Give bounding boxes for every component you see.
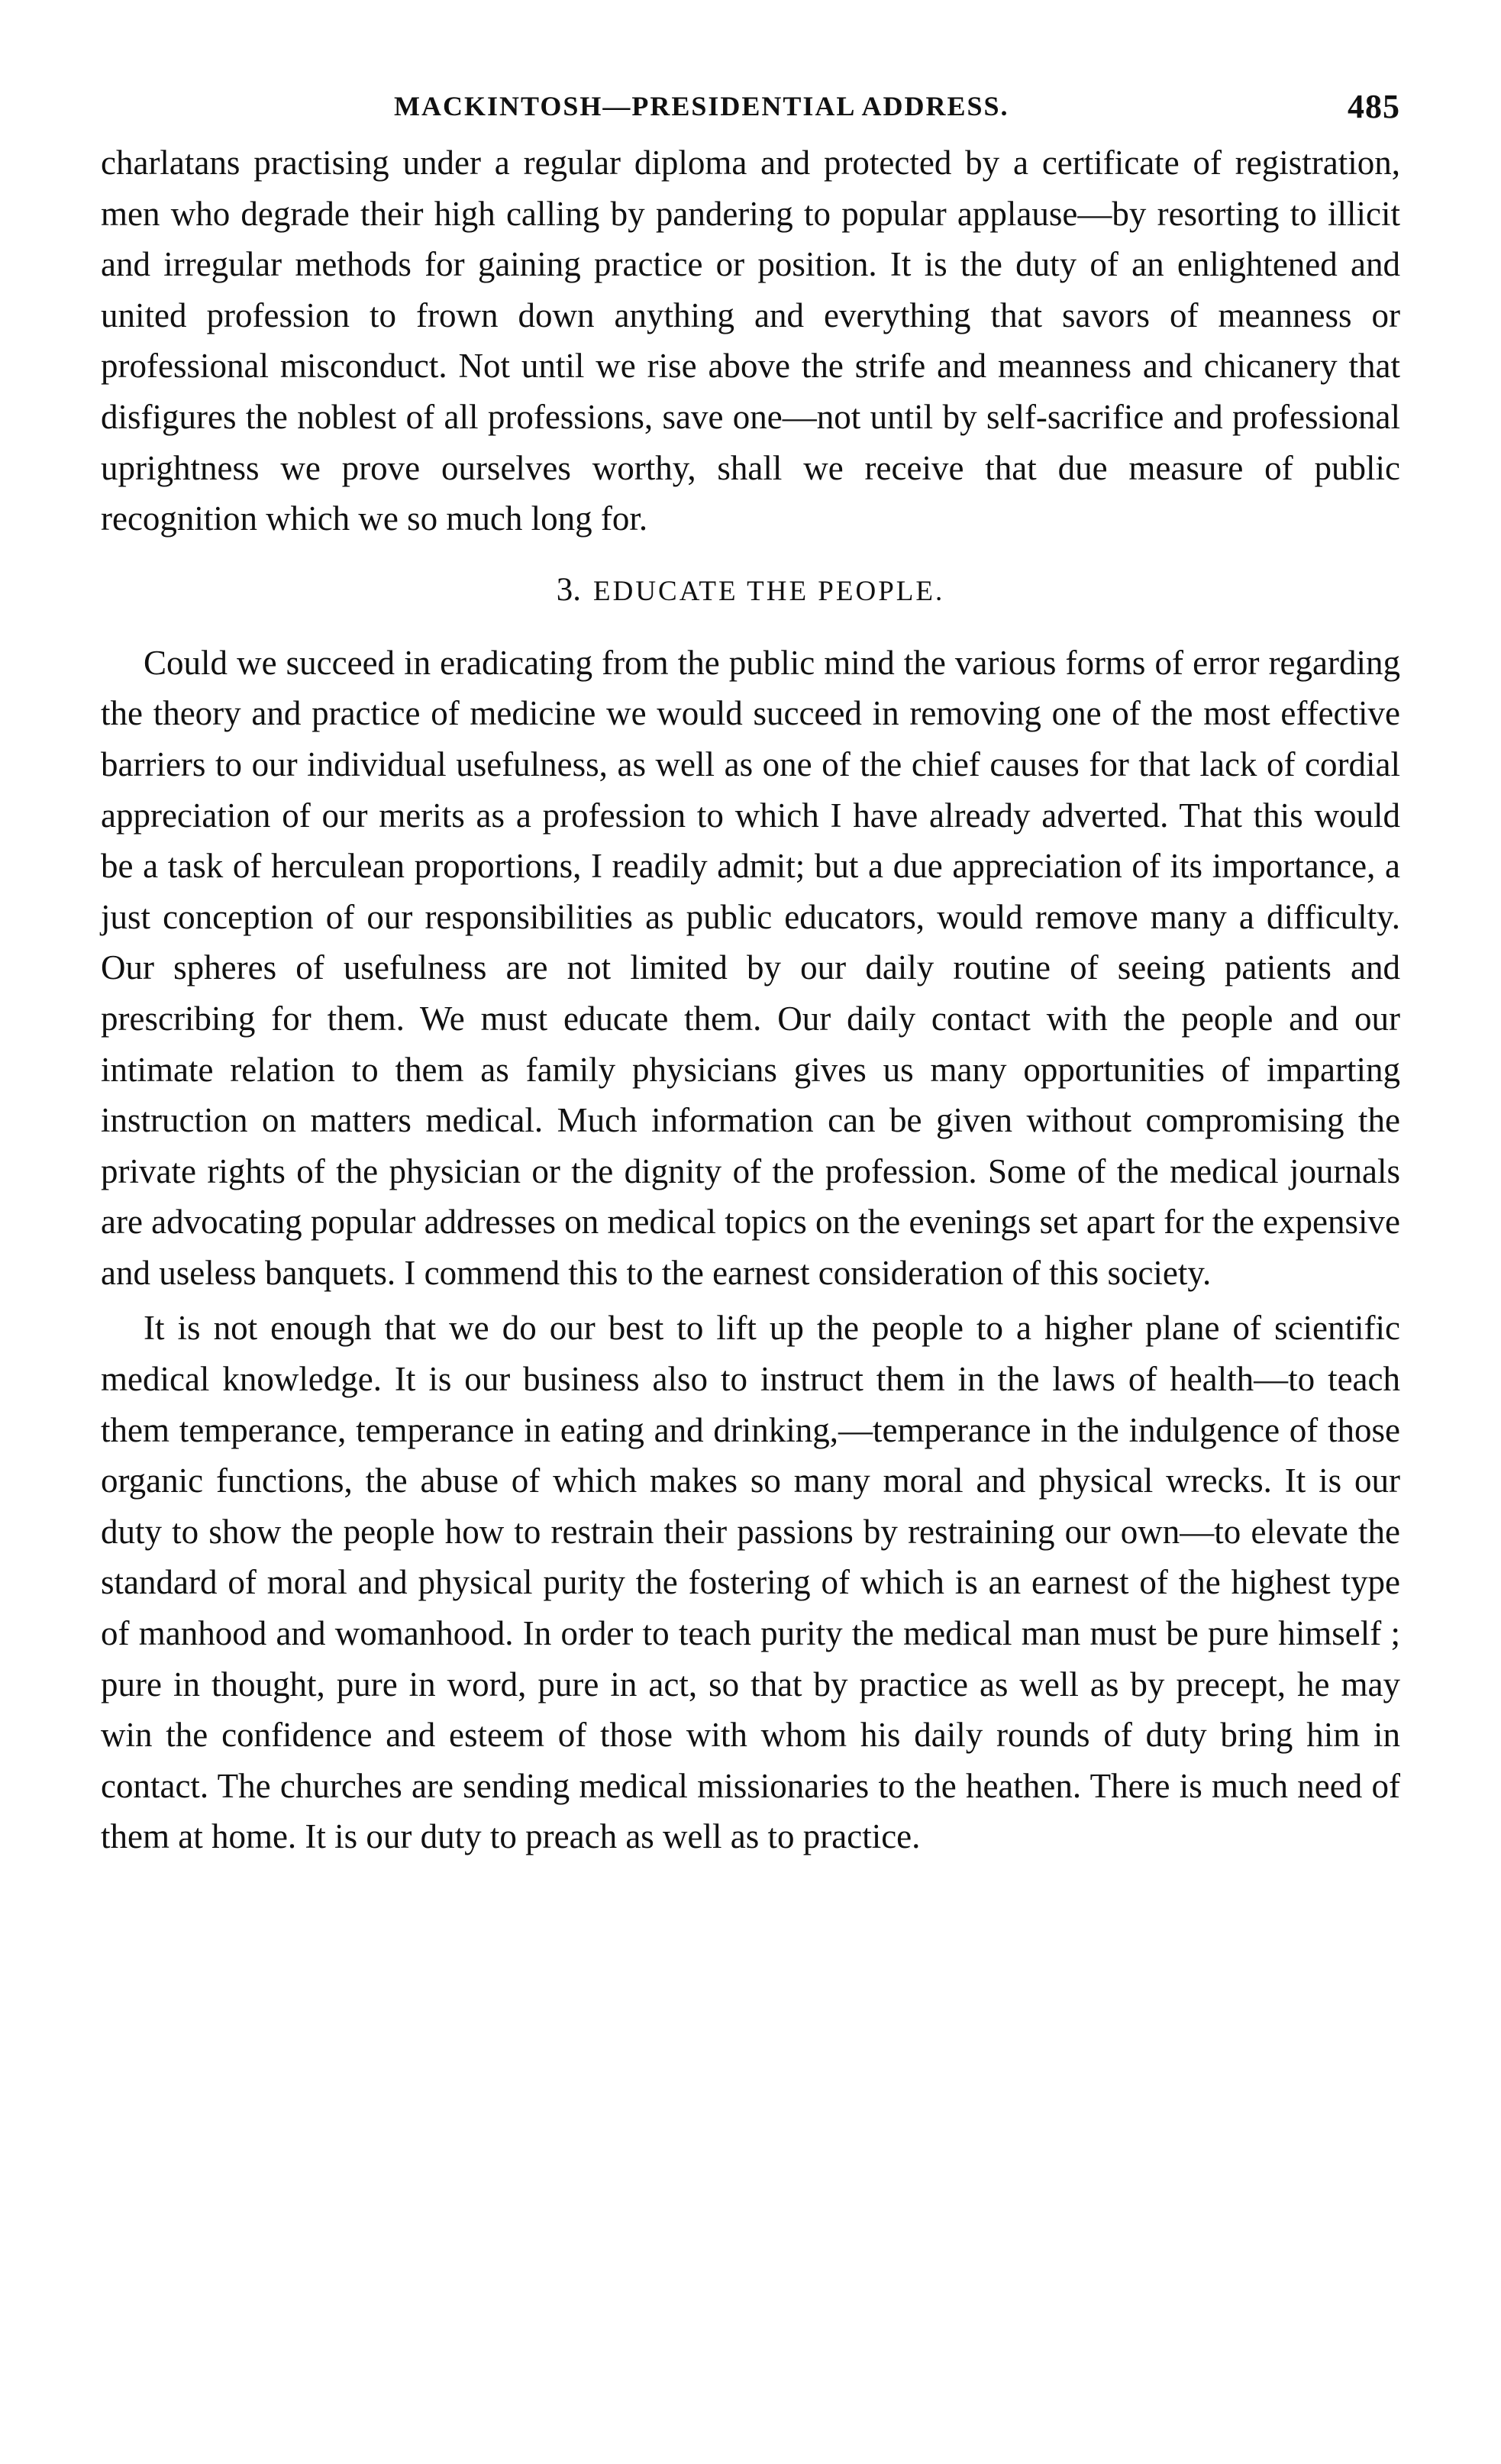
running-title: MACKINTOSH—PRESIDENTIAL ADDRESS. [394,91,1009,121]
section-title: EDUCATE THE PEOPLE. [593,575,945,607]
paragraph-laws-of-health: It is not enough that we do our best to lift up the people to a higher plane of scientific medical knowledge. It is our business also to instruct them in the laws of health—to teach them temperance, temperance in eating and drinking,—temperance in the indulgence of those organic functions, the abuse of which makes so many moral and physical wrecks. It is our duty to show the people how to restrain their passions by restraining our own—to elevate the standard of moral and physical purity the fostering of which is an earnest of the highest type of manhood and womanhood. In order to teach purity the medical man must be pure himself ; pure in thought, pure in word, pure in act, so that by practice as well as by precept, he may win the confidence and esteem of those with whom his daily rounds of duty bring him in contact. The churches are sending medical missionaries to the heathen. There is much need of them at home. It is our duty to preach as well as to practice. [101,1309,1400,1856]
section-heading [101,573,1400,609]
paragraph-continued: charlatans practising under a regular diploma and protected by a certificate of registration, men who degrade their high calling by pandering to popular applause—by resorting to illicit and irregular methods for gaining practice or position. It is the duty of an enlightened and united profession to frown down anything and everything that savors of meanness or professional misconduct. Not until we rise above the strife and meanness and chicanery that disfigures the noblest of all professions, save one—not until by self-sacrifice and professional uprightness we prove ourselves worthy, shall we receive that due measure of public recognition which we so much long for. [101,144,1400,538]
section-number: 3. [556,571,581,608]
paragraph-educate-public: Could we succeed in eradicating from the public mind the various forms of error regarding the theory and practice of medicine we would succeed in removing one of the most effective barriers to our individual usefulness, as well as one of the chief causes for that lack of cordial appreciation of our merits as a profession to which I have already adverted. That this would be a task of herculean proportions, I readily admit; but a due appreciation of its importance, a just conception of our responsibilities as public educators, would remove many a difficulty. Our spheres of usefulness are not limited by our daily routine of seeing patients and prescribing for them. We must educate them. Our daily contact with the people and our intimate relation to them as family physicians gives us many opportunities of imparting instruction on matters medical. Much information can be given without compromising the private rights of the physician or the dignity of the profession. Some of the medical journals are advocating popular addresses on medical topics on the evenings set apart for the expensive and useless banquets. I commend this to the earnest consideration of this society. [101,643,1400,1292]
page-number: 485 [1348,88,1400,125]
book-page [101,90,1400,1862]
running-head [101,90,1400,136]
